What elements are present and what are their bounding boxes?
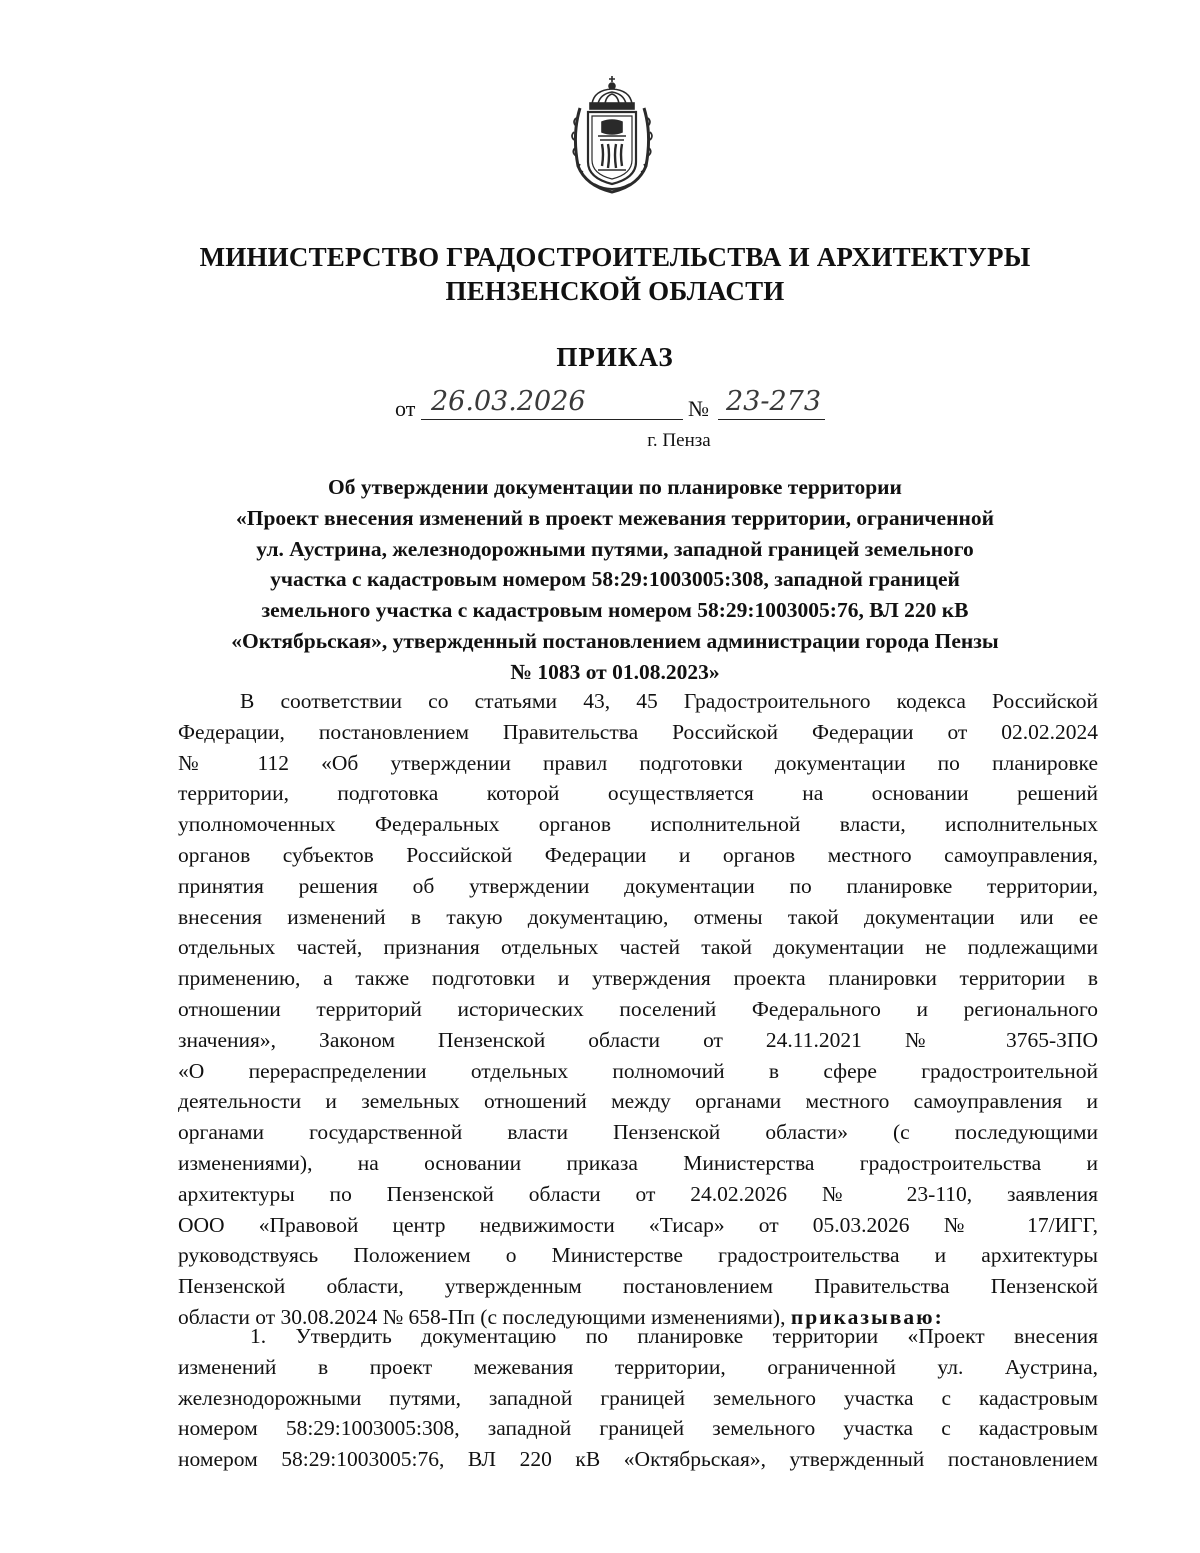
preamble-line: В соответствии со статьями 43, 45 Градостроительного кодекса Российской: [240, 689, 1098, 713]
preamble-line: отдельных частей, признания отдельных частей такой документации не подлежащими: [178, 935, 1098, 960]
item-line: 1. Утвердить документацию по планировке территории «Проект внесения: [250, 1324, 1098, 1348]
order-verb: приказываю:: [790, 1304, 944, 1329]
city-line: [100, 429, 1130, 453]
preamble-line: Пензенской области, утвержденным постановлением Правительства Пензенской: [178, 1274, 1098, 1299]
item-line: номером 58:29:1003005:308, западной границей земельного участка с кадастровым: [178, 1416, 1098, 1441]
subject-line: Об утверждении документации по планировке территории: [328, 475, 902, 499]
order-subject-title: [130, 472, 1100, 688]
date-label: от: [395, 396, 416, 421]
subject-line: ул. Аустрина, железнодорожными путями, западной границей земельного: [256, 536, 974, 561]
subject-line: участка с кадастровым номером 58:29:1003005:308, западной границей: [270, 567, 960, 592]
coat-of-arms-icon: [568, 74, 656, 196]
date-number-line: [395, 386, 865, 426]
ministry-name: [100, 240, 1130, 308]
preamble-line: органов субъектов Российской Федерации и органов местного самоуправления,: [178, 842, 1098, 867]
order-item-1: [178, 1321, 1098, 1475]
city-name: г. Пенза: [647, 430, 711, 451]
subject-line: № 1083 от 01.08.2023»: [510, 659, 720, 684]
preamble-line: «О перераспределении отдельных полномочий в сфере градостроительной: [178, 1058, 1098, 1083]
document-type-title: ПРИКАЗ: [556, 342, 674, 372]
preamble-line: архитектуры по Пензенской области от 24.02.2026 № 23-110, заявления: [178, 1181, 1098, 1206]
preamble-line: изменениями), на основании приказа Министерства градостроительства и: [178, 1150, 1098, 1175]
date-field: 26.03.2026: [421, 384, 683, 420]
number-field: 23-273: [718, 384, 825, 420]
ministry-name-line-1: МИНИСТЕРСТВО ГРАДОСТРОИТЕЛЬСТВА И АРХИТЕКТУРЫ: [199, 242, 1031, 272]
preamble-line: внесения изменений в такую документацию, отмены такой документации или ее: [178, 904, 1098, 929]
preamble-line: ООО «Правовой центр недвижимости «Тисар» от 05.03.2026 № 17/ИГГ,: [178, 1212, 1098, 1237]
preamble-line: органами государственной власти Пензенской области» (с последующими: [178, 1120, 1098, 1145]
subject-line: «Проект внесения изменений в проект межевания территории, ограниченной: [236, 505, 994, 530]
preamble-line: области от 30.08.2024 № 658-Пп (с последующими изменениями),: [178, 1304, 786, 1329]
item-line: изменений в проект межевания территории, ограниченной ул. Аустрина,: [178, 1354, 1098, 1379]
preamble-line: деятельности и земельных отношений между органами местного самоуправления и: [178, 1089, 1098, 1114]
preamble-line: Федерации, постановлением Правительства Российской Федерации от 02.02.2024: [178, 719, 1098, 744]
preamble-line: принятия решения об утверждении документации по планировке территории,: [178, 873, 1098, 898]
item-line: номером 58:29:1003005:76, ВЛ 220 кВ «Октябрьская», утвержденный постановлением: [178, 1447, 1098, 1472]
item-line: железнодорожными путями, западной границей земельного участка с кадастровым: [178, 1385, 1098, 1410]
preamble-line: № 112 «Об утверждении правил подготовки документации по планировке: [178, 750, 1098, 775]
ministry-name-line-2: ПЕНЗЕНСКОЙ ОБЛАСТИ: [445, 276, 785, 306]
preamble-line: руководствуясь Положением о Министерстве градостроительства и архитектуры: [178, 1243, 1098, 1268]
preamble-paragraph: [178, 686, 1098, 1333]
preamble-line: значения», Законом Пензенской области от 24.11.2021 № 3765-ЗПО: [178, 1027, 1098, 1052]
subject-line: земельного участка с кадастровым номером 58:29:1003005:76, ВЛ 220 кВ: [261, 598, 969, 623]
preamble-line: отношении территорий исторических поселений Федерального и регионального: [178, 996, 1098, 1021]
preamble-line: уполномоченных Федеральных органов исполнительной власти, исполнительных: [178, 812, 1098, 837]
preamble-line: территории, подготовка которой осуществляется на основании решений: [178, 781, 1098, 806]
number-label: №: [688, 396, 709, 421]
preamble-line: применению, а также подготовки и утверждения проекта планировки территории в: [178, 966, 1098, 991]
subject-line: «Октябрьская», утвержденный постановлением администрации города Пензы: [231, 628, 999, 653]
